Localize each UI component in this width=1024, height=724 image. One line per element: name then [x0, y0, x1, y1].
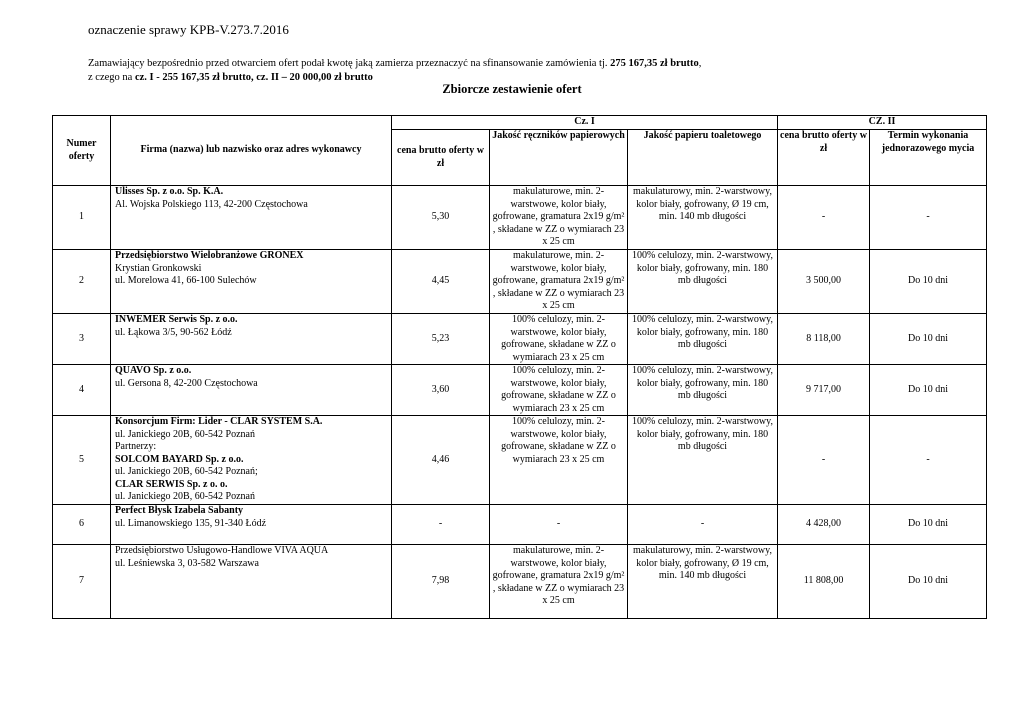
deadline: Do 10 dni	[870, 365, 987, 416]
table-row	[53, 314, 987, 365]
intro-parts-amounts: cz. I - 255 167,35 zł brutto, cz. II – 20 000,00 zł brutto	[134, 72, 373, 83]
firm-cell	[111, 186, 392, 250]
deadline: Do 10 dni	[870, 314, 987, 365]
price-part1: 4,46	[392, 416, 490, 505]
table-row	[53, 250, 987, 314]
intro-paragraph	[88, 57, 988, 85]
table-row	[53, 505, 987, 545]
deadline: -	[870, 186, 987, 250]
price-part2: -	[778, 416, 870, 505]
offers-table	[52, 115, 987, 619]
deadline: Do 10 dni	[870, 505, 987, 545]
firm-cell	[111, 505, 392, 545]
header-paper: Jakość papieru toaletowego	[628, 130, 778, 186]
paper-quality: makulaturowy, min. 2-warstwowy, kolor biały, gofrowany, Ø 19 cm, min. 140 mb długości	[628, 545, 778, 619]
deadline: Do 10 dni	[870, 545, 987, 619]
firm-address-line: ul. Limanowskiego 135, 91-340 Łódź	[115, 517, 267, 529]
table-body	[53, 186, 987, 619]
price-part2: -	[778, 186, 870, 250]
firm-name: Ulisses Sp. z o.o. Sp. K.A.	[115, 186, 224, 197]
paper-quality: 100% celulozy, min. 2-warstwowy, kolor biały, gofrowany, min. 180 mb długości	[628, 250, 778, 314]
table-row	[53, 545, 987, 619]
towel-quality: makulaturowe, min. 2-warstwowe, kolor biały, gofrowane, gramatura 2x19 g/m² , składane w ZZ o wymiarach 23 x 25 cm	[490, 250, 628, 314]
header-towels: Jakość ręczników papierowych	[490, 130, 628, 186]
header-price1: cena brutto oferty w zł	[392, 130, 490, 186]
paper-quality: makulaturowy, min. 2-warstwowy, kolor biały, gofrowany, Ø 19 cm, min. 140 mb długości	[628, 186, 778, 250]
offer-number: 4	[53, 365, 111, 416]
offer-number: 1	[53, 186, 111, 250]
deadline: Do 10 dni	[870, 250, 987, 314]
paper-quality: 100% celulozy, min. 2-warstwowy, kolor biały, gofrowany, min. 180 mb długości	[628, 416, 778, 505]
intro-line1-prefix: Zamawiający bezpośrednio przed otwarciem ofert podał kwotę jaką zamierza przeznaczyć na sfinansowanie zamówienia tj.	[88, 58, 611, 69]
page-title: Zbiorcze zestawienie ofert	[442, 82, 582, 96]
header-deadline: Termin wykonania jednorazowego mycia	[870, 130, 987, 186]
price-part2: 4 428,00	[778, 505, 870, 545]
firm-address-line: Partnerzy:	[115, 441, 157, 452]
header-number: Numer oferty	[53, 116, 111, 186]
price-part2: 8 118,00	[778, 314, 870, 365]
price-part2: 11 808,00	[778, 545, 870, 619]
table-row	[53, 186, 987, 250]
header-part2: CZ. II	[778, 116, 987, 130]
price-part1: -	[392, 505, 490, 545]
header-price2: cena brutto oferty w zł	[778, 130, 870, 186]
firm-cell	[111, 314, 392, 365]
intro-total-amount: 275 167,35 zł brutto	[610, 58, 699, 69]
offer-number: 6	[53, 505, 111, 545]
firm-cell	[111, 365, 392, 416]
deadline: -	[870, 416, 987, 505]
price-part2: 3 500,00	[778, 250, 870, 314]
firm-address-line: Krystian Gronkowski	[115, 262, 202, 274]
firm-name: Konsorcjum Firm: Lider - CLAR SYSTEM S.A.	[115, 416, 323, 427]
towel-quality: 100% celulozy, min. 2-warstwowe, kolor biały, gofrowane, składane w ZZ o wymiarach 23 x 25 cm	[490, 416, 628, 505]
paper-quality: 100% celulozy, min. 2-warstwowy, kolor biały, gofrowany, min. 180 mb długości	[628, 314, 778, 365]
firm-name: Przedsiębiorstwo Wielobranżowe GRONEX	[115, 250, 304, 261]
firm-cell	[111, 545, 392, 619]
price-part1: 4,45	[392, 250, 490, 314]
offer-number: 5	[53, 416, 111, 505]
header-firm: Firma (nazwa) lub nazwisko oraz adres wykonawcy	[111, 116, 392, 186]
intro-line1-suffix: ,	[698, 58, 702, 69]
towel-quality: makulaturowe, min. 2-warstwowe, kolor biały, gofrowane, gramatura 2x19 g/m² , składane w ZZ o wymiarach 23 x 25 cm	[490, 186, 628, 250]
price-part2: 9 717,00	[778, 365, 870, 416]
towel-quality: 100% celulozy, min. 2-warstwowe, kolor biały, gofrowane, składane w ZZ o wymiarach 23 x 25 cm	[490, 365, 628, 416]
firm-address-line: ul. Łąkowa 3/5, 90-562 Łódź	[115, 326, 232, 338]
towel-quality: 100% celulozy, min. 2-warstwowe, kolor biały, gofrowane, składane w ZZ o wymiarach 23 x 25 cm	[490, 314, 628, 365]
case-number: oznaczenie sprawy KPB-V.273.7.2016	[88, 22, 289, 37]
offer-number: 7	[53, 545, 111, 619]
firm-name: SOLCOM BAYARD Sp. z o.o.	[115, 453, 244, 465]
price-part1: 5,30	[392, 186, 490, 250]
firm-address-line: ul. Janickiego 20B, 60-542 Poznań	[115, 491, 255, 502]
firm-address-line: Al. Wojska Polskiego 113, 42-200 Częstochowa	[115, 198, 308, 210]
towel-quality: -	[490, 505, 628, 545]
firm-cell	[111, 250, 392, 314]
firm-address-line: ul. Janickiego 20B, 60-542 Poznań;	[115, 466, 258, 477]
firm-address-line: ul. Gersona 8, 42-200 Częstochowa	[115, 377, 258, 389]
firm-name: Perfect Błysk Izabela Sabanty	[115, 505, 244, 516]
firm-address-line: ul. Janickiego 20B, 60-542 Poznań	[115, 428, 255, 440]
paper-quality: 100% celulozy, min. 2-warstwowy, kolor biały, gofrowany, min. 180 mb długości	[628, 365, 778, 416]
firm-address-line: ul. Leśniewska 3, 03-582 Warszawa	[115, 557, 259, 569]
offer-number: 2	[53, 250, 111, 314]
intro-line2-prefix: z czego na	[88, 72, 135, 83]
firm-name: QUAVO Sp. z o.o.	[115, 365, 192, 376]
price-part1: 7,98	[392, 545, 490, 619]
firm-address-line: ul. Morelowa 41, 66-100 Sulechów	[115, 275, 257, 286]
price-part1: 5,23	[392, 314, 490, 365]
table-row	[53, 365, 987, 416]
firm-address-line: Przedsiębiorstwo Usługowo-Handlowe VIVA AQUA	[115, 545, 329, 556]
offer-number: 3	[53, 314, 111, 365]
table-row	[53, 416, 987, 505]
firm-cell	[111, 416, 392, 505]
firm-name: CLAR SERWIS Sp. z o. o.	[115, 478, 228, 490]
towel-quality: makulaturowe, min. 2-warstwowe, kolor biały, gofrowane, gramatura 2x19 g/m² , składane w ZZ o wymiarach 23 x 25 cm	[490, 545, 628, 619]
firm-name: INWEMER Serwis Sp. z o.o.	[115, 314, 238, 325]
price-part1: 3,60	[392, 365, 490, 416]
paper-quality: -	[628, 505, 778, 545]
header-part1: Cz. I	[392, 116, 778, 130]
